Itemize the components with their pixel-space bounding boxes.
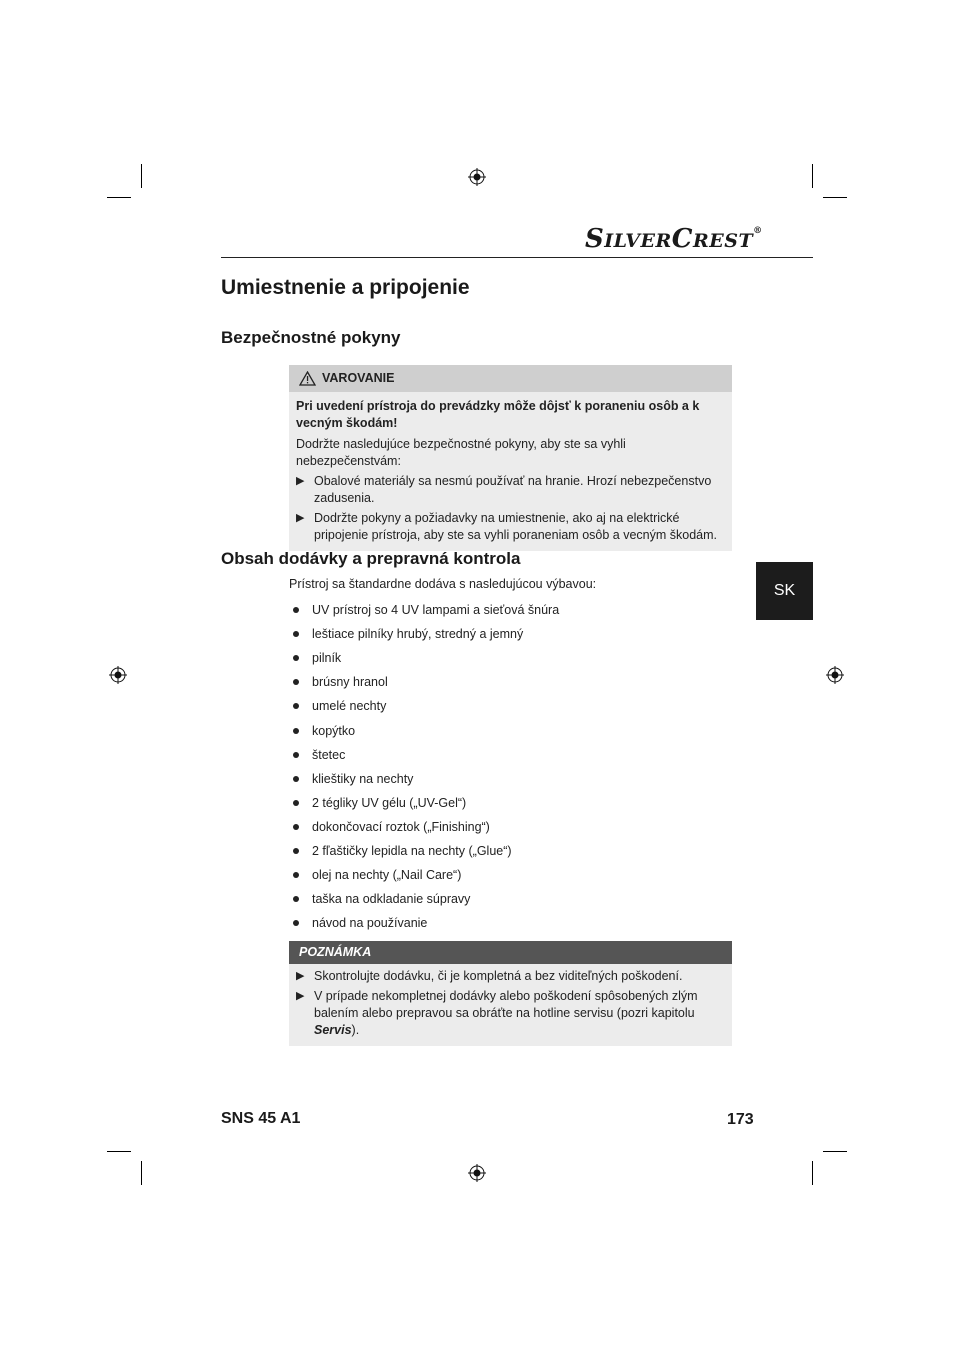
bullet-icon (293, 824, 299, 830)
list-item: ▶ Dodržte pokyny a požiadavky na umiestnenie, ako aj na elektrické pripojenie prístroja, aby ste sa vyhli poraneniam osôb a vecným škodám. (296, 511, 717, 542)
brand-logo: SILVERCREST® (585, 224, 763, 254)
footer-model: SNS 45 A1 (221, 1110, 301, 1127)
bullet-icon (293, 800, 299, 806)
registration-mark-icon (109, 666, 127, 684)
bullet-icon (293, 631, 299, 637)
page-title: Umiestnenie a pripojenie (221, 276, 470, 299)
registration-mark-icon (468, 1164, 486, 1182)
crop-mark (107, 197, 131, 198)
list-item: návod na používanie (293, 911, 559, 935)
list-item: štetec (293, 743, 559, 767)
bullet-icon (293, 848, 299, 854)
list-item: 2 fľaštičky lepidla na nechty („Glue“) (293, 839, 559, 863)
bullet-icon (293, 607, 299, 613)
warning-label: VAROVANIE (322, 371, 395, 385)
bullet-icon (293, 655, 299, 661)
list-item: kopýtko (293, 718, 559, 742)
list-item: dokončovací roztok („Finishing“) (293, 815, 559, 839)
list-item: ▶ V prípade nekompletnej dodávky alebo poškodení spôsobených zlým balením alebo prepravou sa obráťte na hotline servisu (pozri kapitolu Servis). (296, 989, 698, 1037)
warning-header (289, 365, 732, 392)
list-item: 2 tégliky UV gélu („UV-Gel“) (293, 791, 559, 815)
list-item: taška na odkladanie súpravy (293, 887, 559, 911)
arrow-bullet-icon: ▶ (296, 512, 305, 524)
servis-reference: Servis (314, 1023, 352, 1037)
bullet-icon (293, 872, 299, 878)
language-tab: SK (756, 562, 813, 620)
header-rule (221, 257, 813, 258)
crop-mark (823, 197, 847, 198)
note-header (289, 941, 732, 964)
list-item: pilník (293, 646, 559, 670)
arrow-bullet-icon: ▶ (296, 990, 305, 1002)
section-heading-delivery: Obsah dodávky a prepravná kontrola (221, 549, 521, 568)
bullet-icon (293, 776, 299, 782)
crop-mark (141, 164, 142, 188)
bullet-icon (293, 752, 299, 758)
list-item: ▶ Obalové materiály sa nesmú používať na hranie. Hrozí nebezpečenstvo zadusenia. (296, 474, 712, 505)
bullet-icon (293, 896, 299, 902)
list-item: klieštiky na nechty (293, 767, 559, 791)
note-label: POZNÁMKA (299, 945, 372, 959)
list-item: umelé nechty (293, 694, 559, 718)
warning-triangle-icon (299, 371, 316, 386)
arrow-bullet-icon: ▶ (296, 970, 305, 982)
bullet-icon (293, 728, 299, 734)
warning-intro: Dodržte nasledujúce bezpečnostné pokyny, aby ste sa vyhli nebezpečenstvám: (296, 437, 626, 468)
delivery-list (293, 598, 559, 935)
warning-box (289, 365, 732, 551)
arrow-bullet-icon: ▶ (296, 475, 305, 487)
delivery-intro: Prístroj sa štandardne dodáva s nasledujúcou výbavou: (289, 577, 597, 591)
crop-mark (823, 1151, 847, 1152)
bullet-icon (293, 679, 299, 685)
list-item: olej na nechty („Nail Care“) (293, 863, 559, 887)
list-item: UV prístroj so 4 UV lampami a sieťová šnúra (293, 598, 559, 622)
warning-bold-text: Pri uvedení prístroja do prevádzky môže dôjsť k poraneniu osôb a k vecným škodám! (296, 399, 700, 430)
list-item: ▶ Skontrolujte dodávku, či je kompletná a bez viditeľných poškodení. (296, 969, 683, 983)
list-item: leštiace pilníky hrubý, stredný a jemný (293, 622, 559, 646)
registration-mark-icon (468, 168, 486, 186)
crop-mark (107, 1151, 131, 1152)
crop-mark (812, 164, 813, 188)
note-box (289, 941, 732, 1046)
bullet-icon (293, 703, 299, 709)
section-heading-safety: Bezpečnostné pokyny (221, 328, 401, 347)
registration-mark-icon (826, 666, 844, 684)
crop-mark (812, 1161, 813, 1185)
list-item: brúsny hranol (293, 670, 559, 694)
bullet-icon (293, 920, 299, 926)
crop-mark (141, 1161, 142, 1185)
page-number: 173 (727, 1111, 754, 1128)
